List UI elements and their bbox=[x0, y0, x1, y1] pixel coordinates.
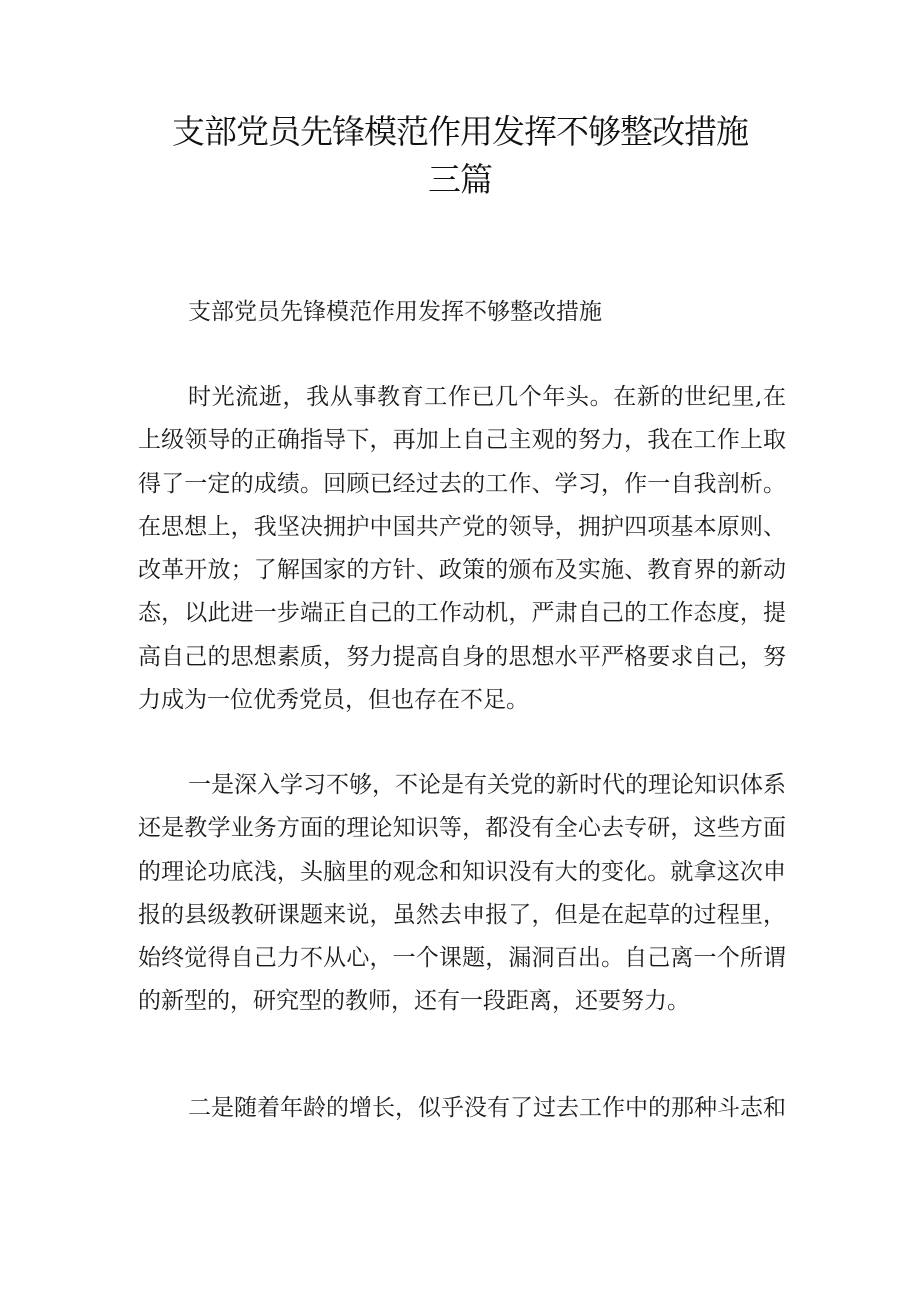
paragraph-point-one: 一是深入学习不够，不论是有关党的新时代的理论知识体系还是教学业务方面的理论知识等，都没有全心去专研，这些方面的理论功底浅，头脑里的观念和知识没有大的变化。就拿这次申报的县级教研课题来说，虽然去申报了，但是在起草的过程里，始终觉得自己力不从心，一个课题，漏洞百出。自己离一个所谓的新型的，研究型的教师，还有一段距离，还要努力。 bbox=[138, 772, 786, 1015]
document-title-line-2: 三篇 bbox=[428, 160, 492, 199]
document-title-line-1: 支部党员先锋模范作用发挥不够整改措施 bbox=[172, 112, 748, 151]
section-heading: 支部党员先锋模范作用发挥不够整改措施 bbox=[188, 299, 602, 325]
document-title bbox=[120, 108, 800, 204]
paragraph-point-two: 二是随着年龄的增长，似乎没有了过去工作中的那种斗志和 bbox=[188, 1095, 786, 1121]
paragraph-intro: 时光流逝，我从事教育工作已几个年头。在新的世纪里,在上级领导的正确指导下，再加上自己主观的努力，我在工作上取得了一定的成绩。回顾已经过去的工作、学习，作一自我剖析。在思想上，我坚决拥护中国共产党的领导，拥护四项基本原则、改革开放；了解国家的方针、政策的颁布及实施、教育界的新动态，以此进一步端正自己的工作动机，严肃自己的工作态度，提高自己的思想素质，努力提高自身的思想水平严格要求自己，努力成为一位优秀党员，但也存在不足。 bbox=[138, 384, 786, 714]
